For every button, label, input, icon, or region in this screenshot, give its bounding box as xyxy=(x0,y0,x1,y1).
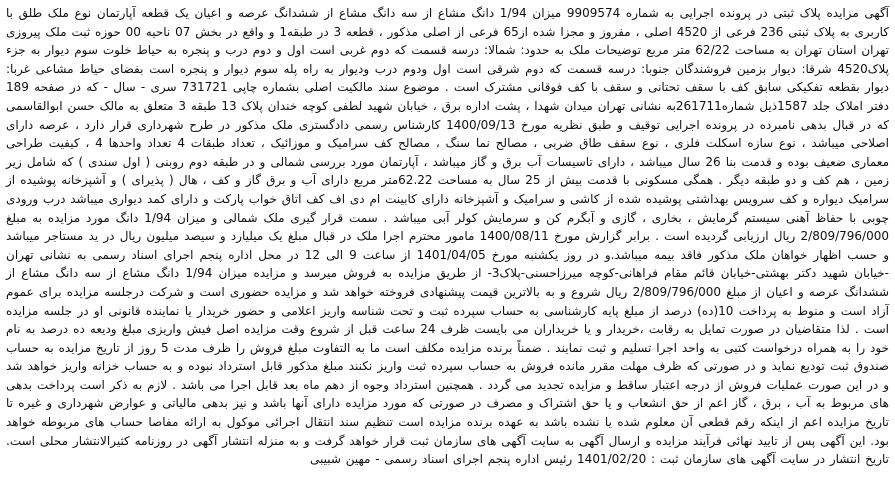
notice-body: آگهی مزایده پلاک ثبتی در پرونده اجرایی به شماره 9909574 میزان 1/94 دانگ مشاع از سه دانگ مشاع از ششدانگ عرصه و اعیان یک قطعه آپارتمان نوع ملک طلق با کاربری به پلاک ثبتی 236 فرعی از 4520 اصلی ، مفروز و مجزا شده از65 فرعی از اصلی مذکور ، قطعه 3 در طبقه1 و واقع در بخش 07 ناحیه 00 حوزه ثبت ملک پیروزی تهران استان تهران به مساحت 62/22 متر مربع توضیحات ملک به حدود: شمالا: درسه قسمت که دوم غربی است اول و دوم درب و پنجره به حیاط خلوت سوم دیوار به جزء پلاک4520 شرقا: دیوار بزمین فروشندگان جنوبا: درسه قسمت که دوم شرقی است اول ودوم درب ودیوار به راه پله سوم دیوار و پنجره است بفضای حیاط مشاعی غربا: دیوار بقطعه تفکیکی سابق کف با سقف تحتانی و سقف با کف فوقانی مشترک است . موضوع سند مالکیت اصلی بشماره چاپی 731721 سری - سال - که در صفحه 189 دفتر املاک جلد 1587ذیل شماره261711به نشانی تهران میدان شهدا ، پشت اداره برق ، خیابان شهید لطفی کوچه خندان پلاک 13 طبقه 3 متعلق به مالک حسن ابوالقاسمی که در قبال بدهی نامبرده در پرونده اجرایی توقیف و طبق نظریه مورخ 1400/09/13 کارشناس رسمی دادگستری ملک مذکور در طرح شهرداری قرار دارد ، عرصه دارای اصلاحی میباشد ، نوع سازه اسکلت فلزی ، نوع سقف طاق ضربی ، مصالح نما سنگ ، مصالح کف سرامیک و موزائیک ، تعداد طبقات 4 تعداد واحدها 4 ، کیفیت طراحی معماری ضعیف بوده و قدمت بنا 26 سال میباشد ، دارای تاسیسات آب برق و گاز میباشد ، آپارتمان مورد بررسی شمالی و در طبقه دوم روبنی ( اول سندی ) که شامل زیر زمین ، هم کف و دو طبقه دیگر . همگی مسکونی با قدمت بیش از 25 سال به مساحت 62.22متر مربع دارای آب و برق گاز و کف ، هال ( پذیرای ) و آشپزخانه پوشیده از سرامیک دیواره و کف سرویس بهداشتی پوشیده شده از کاشی و سرامیک و آشپزخانه دارای کابینت ام دی اف کف اتاق خواب پارکت و دارای کمد دیواری میباشد درب ورودی چوبی با حفاظ آهنی سیستم گرمایش ، بخاری ، گازی و آبگرم کن و سرمایش کولر آبی میباشد . سمت قرار گیری ملک شمالی و میزان 1/94 دانگ مورد مزایده به مبلغ 2/809/796/000 ریال ارزیابی گردیده است . برابر گزارش مورخ 1400/08/11 مامور محترم اجرا ملک در قبال مبلغ یک میلیارد و سیصد میلیون ریال در ید مستاجر میباشد و حسب اظهار خواهان ملک مذکور فاقد بیمه میباشد.و در روز یکشنبه مورخ 1401/04/05 از ساعت 9 الی 12 در محل اداره پنجم اجرای اسناد رسمی به نشانی تهران -خیابان شهید دکتر بهشتی-خیابان قائم مقام فراهانی-کوچه میرزاحسنی-پلاک3- از طریق مزایده به فروش میرسد و مزایده میزان 1/94 دانگ مشاع از سه دانگ مشاع از ششدانگ عرصه و اعیان از مبلغ 2/809/796/000 ریال شروع و به بالاترین قیمت پیشنهادی فروخته خواهد شد و مزایده حضوری است و شرکت درجلسه مزایده برای عموم آزاد است و منوط به پرداخت 10(ده) درصد از مبلغ پایه کارشناسی به حساب سپرده ثبت و تحت شناسه واریز اعلامی و حضور خریدار یا نماینده قانونی او در جلسه مزایده است . لذا متقاضیان در صورت تمایل به رقابت ،خریدار و یا خریداران می بایست ظرف 24 ساعت قبل از شروع وقت مزایده اصل فیش واریزی مبلغ ودیعه ده درصد به نام خود را به همراه درخواست کتبی به واحد اجرا تسلیم و ثبت نمایند . ضمناً برنده مزایده مکلف است ما به التفاوت مبلغ فروش را ظرف مدت 5 روز از تاریخ مزایده به حساب صندوق ثبت تودیع نماید و در صورتی که ظرف مهلت مقرر مانده فروش به حساب سپرده ثبت واریز نکنند مبلغ مذکور قابل استرداد نبوده و به حساب خزانه واریز خواهد شد و در این صورت عملیات فروش از درجه اعتبار ساقط و مزایده تجدید می گردد . همچنین استرداد وجوه از دهم ماه بعد قابل اجرا می باشد . لازم به ذکر است پرداخت بدهی های مربوط به آب ، برق ، گاز اعم از حق انشعاب و یا حق اشتراک و مصرف در صورتی که مورد مزایده دارای آنها باشد و نیز بدهی مالیاتی و عوارض شهرداری و غیره تا تاریخ مزایده اعم از اینکه رقم قطعی آن معلوم شده یا نشده باشد به عهده برنده مزایده است تنظیم سند انتقال اجرائی موکول به ارائه مفاصا حساب های مربوطه خواهد بود. این آگهی پس از تایید نهائی فرآیند مزایده و ارسال آگهی به سایت آگهی های سازمان ثبت قرار خواهد گرفت و به منزله انتشار آگهی در روزنامه کثیرالانتشار محلی است. تاریخ انتشار در سایت آگهی های سازمان ثبت : 1401/02/20 رئیس اداره پنجم اجرای اسناد رسمی - مهین شبیبی xyxy=(6,6,890,467)
